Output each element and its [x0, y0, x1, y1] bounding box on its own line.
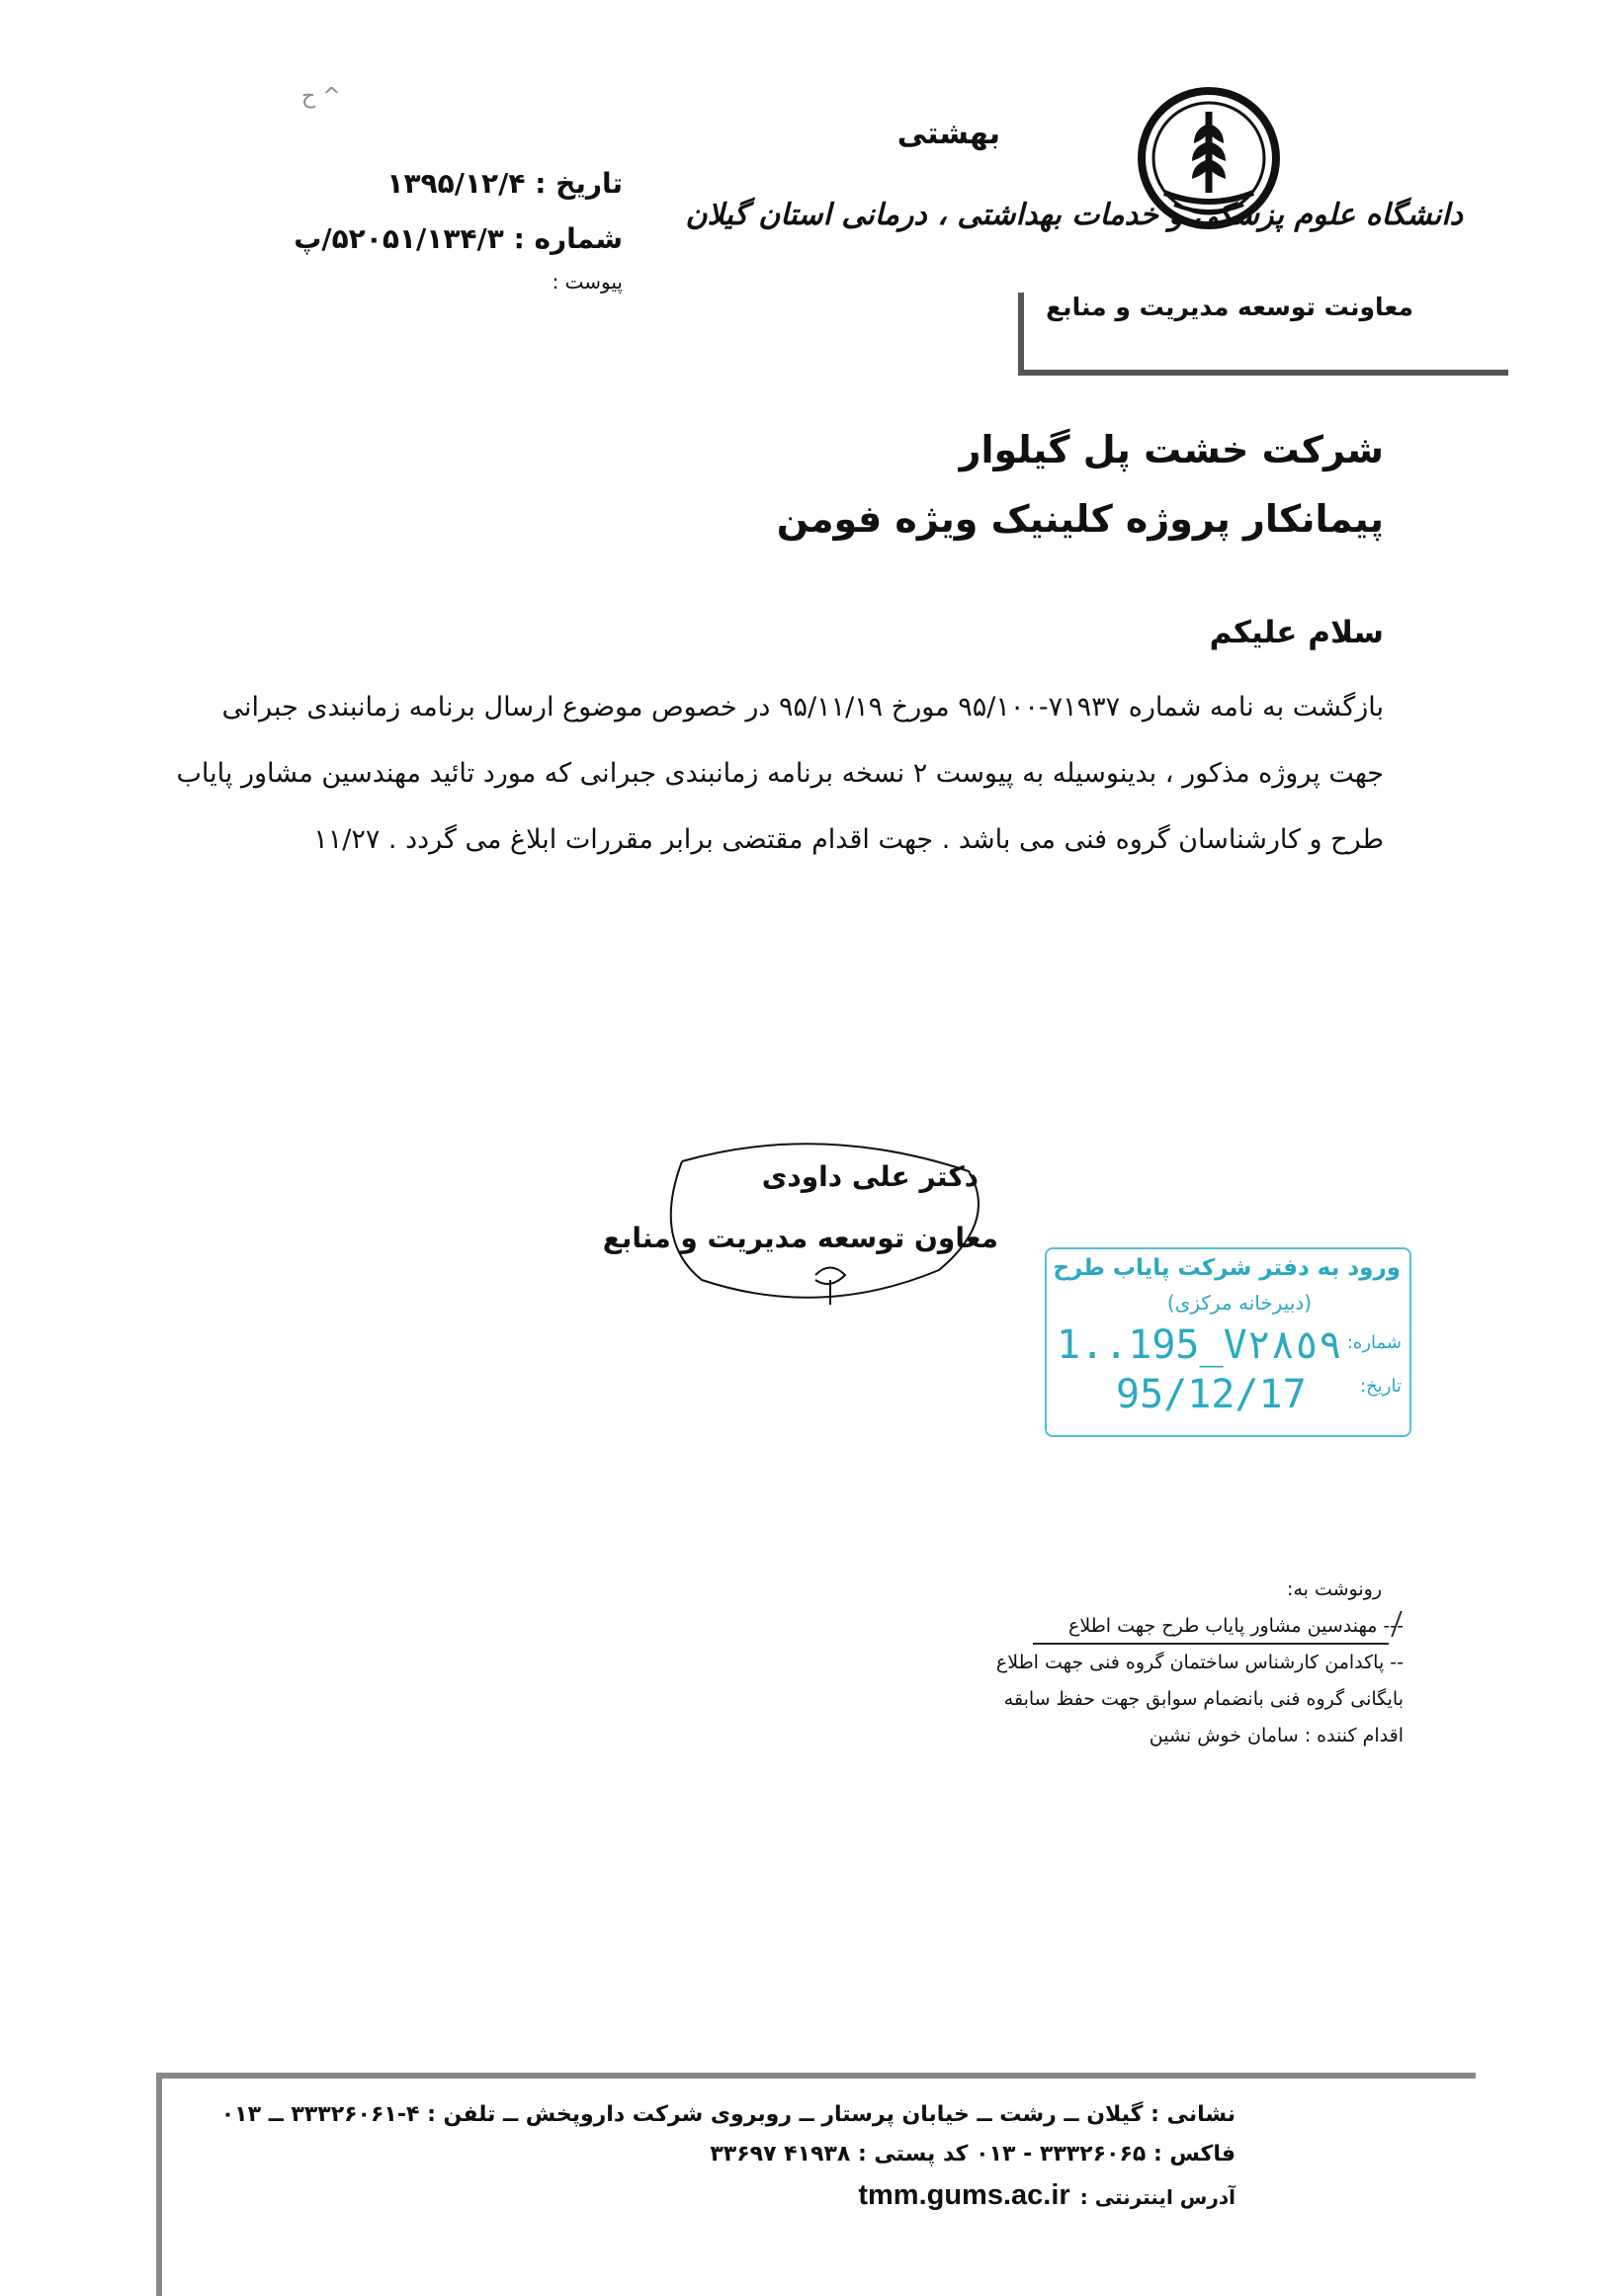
date-label: تاریخ :	[535, 167, 623, 200]
letter-body	[176, 674, 1384, 873]
footer-web-row	[395, 2174, 1236, 2217]
stamp-number-value: 1..195_V٢٨٥٩	[1057, 1322, 1342, 1368]
cc-title: رونوشت به:	[1287, 1578, 1382, 1600]
cc-item: بایگانی گروه فنی بانضمام سوابق جهت حفظ سابقه	[1003, 1688, 1404, 1710]
signature-block	[602, 1147, 998, 1269]
university-name: دانشگاه علوم پزشکی و خدمات بهداشتی ، درمانی استان گیلان	[685, 198, 1463, 232]
number-label: شماره :	[513, 222, 623, 255]
recipient-role: پیمانکار پروژه کلینیک ویژه فومن	[776, 497, 1384, 541]
footer-rule-left	[156, 2073, 162, 2296]
corner-marks: ح ^	[301, 84, 341, 109]
footer-address: نشانی : گیلان ــ رشت ــ خیابان پرستار ــ روبروی شرکت داروپخش ــ تلفن : ۴-۳۳۳۲۶۰۶۱ ــ ۰۱۳	[220, 2102, 1236, 2127]
stamp-title: ورود به دفتر شرکت پایاب طرح	[1053, 1255, 1401, 1281]
cc-underline	[1033, 1643, 1389, 1645]
recipient-block	[776, 415, 1384, 553]
number-row	[294, 212, 623, 267]
signer-name: دکتر علی داودی	[761, 1160, 979, 1193]
signer-title: معاون توسعه مدیریت و منابع	[602, 1222, 998, 1254]
letter-meta	[294, 156, 623, 297]
number-value: ۵۲۰۵۱/۱۳۴/۳/پ	[294, 222, 504, 255]
cc-item: اقدام کننده : سامان خوش نشین	[1149, 1725, 1404, 1746]
stamp-subtitle: (دبیرخانه مرکزی)	[1166, 1291, 1313, 1315]
logo-wordmark: بهشتی	[896, 117, 1000, 151]
date-value: ۱۳۹۵/۱۲/۴	[386, 167, 526, 200]
stamp-number-label: شماره:	[1346, 1332, 1402, 1353]
cc-list	[840, 1572, 1404, 1754]
greeting: سلام علیکم	[1209, 615, 1384, 650]
footer-fax: فاکس : ۳۳۳۲۶۰۶۵ - ۰۱۳ کد پستی : ۴۱۹۳۸ ۳۳۶۹۷	[710, 2142, 1236, 2167]
body-line: جهت پروژه مذکور ، بدینوسیله به پیوست ۲ نسخه برنامه زمانبندی جبرانی که مورد تائید مهندسین مشاور پایاب	[176, 758, 1384, 789]
body-line: بازگشت به نامه شماره ۷۱۹۳۷-۹۵/۱۰۰ مورخ ۹۵/۱۱/۱۹ در خصوص موضوع ارسال برنامه زمانبندی جبرانی	[221, 692, 1384, 723]
recipient-company: شرکت خشت پل گیلوار	[959, 428, 1384, 471]
cc-item: -- پاکدامن کارشناس ساختمان گروه فنی جهت اطلاع	[995, 1652, 1404, 1673]
stamp-date-value: 95/12/17	[1116, 1372, 1307, 1417]
stamp-date-label: تاریخ:	[1360, 1376, 1402, 1397]
cc-item: --- مهندسین مشاور پایاب طرح جهت اطلاع	[1068, 1615, 1404, 1637]
footer-web-label: آدرس اینترنتی :	[1079, 2185, 1236, 2209]
department-name: معاونت توسعه مدیریت و منابع	[1046, 293, 1413, 321]
footer-web-link[interactable]: tmm.gums.ac.ir	[858, 2179, 1070, 2211]
receipt-stamp	[1045, 1247, 1411, 1437]
date-row	[297, 156, 623, 212]
footer-rule-top	[156, 2073, 1476, 2079]
footer	[220, 2095, 1236, 2217]
body-line: طرح و کارشناسان گروه فنی می باشد . جهت اقدام مقتضی برابر مقررات ابلاغ می گردد . ۱۱/۲۷	[313, 824, 1384, 855]
attachment-label: پیوست :	[552, 270, 623, 294]
